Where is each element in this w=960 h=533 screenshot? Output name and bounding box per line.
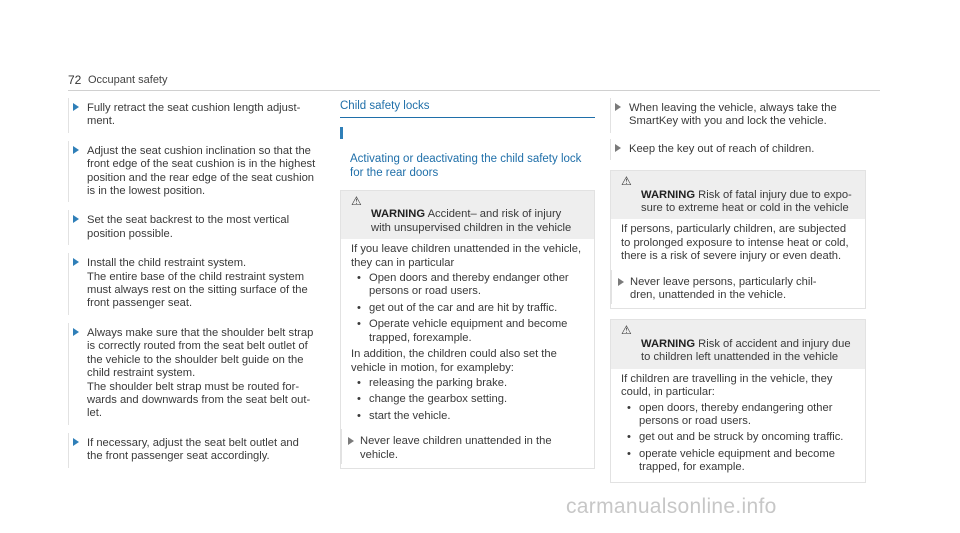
warning-header: ⚠ WARNING Accident– and risk of injury with unsupervised children in the vehicle <box>341 191 594 239</box>
instruction-step: Always make sure that the shoulder belt strap is correctly routed from the seat belt outlet of the vehicle to the shoulder belt guide on the child restraint system. The shoulder belt strap must be routed for- wards and downwards from the seat belt out- let. <box>68 323 325 425</box>
instruction-step: Fully retract the seat cushion length adjust- ment. <box>68 98 325 133</box>
column-middle <box>340 98 595 469</box>
instruction-step: Never leave persons, particularly chil- dren, unattended in the vehicle. <box>611 270 857 305</box>
list-item: • Open doors and thereby endanger other persons or road users. <box>351 272 586 299</box>
step-arrow-icon <box>73 328 79 336</box>
step-arrow-icon <box>73 215 79 223</box>
warning-box <box>340 190 595 469</box>
step-arrow-icon <box>615 103 621 111</box>
bullet-list <box>351 377 586 423</box>
warning-body: If children are travelling in the vehicle, they could, in particular: • open doors, thereby endangering other persons or road users. • get out and be struck by oncoming traffic. • operate vehicle equipment and become trapped, for example. <box>611 369 865 482</box>
instruction-step: Adjust the seat cushion inclination so that the front edge of the seat cushion is in the highest position and the rear edge of the seat cushion is in the lowest position. <box>68 141 325 203</box>
instruction-step: Install the child restraint system. The entire base of the child restraint system must always rest on the sitting surface of the front passenger seat. <box>68 253 325 315</box>
section-title: Child safety locks <box>340 100 595 118</box>
list-item: • operate vehicle equipment and become trapped, for example. <box>621 448 857 475</box>
section-name: Occupant safety <box>88 74 168 86</box>
column-left <box>68 98 325 476</box>
step-arrow-icon <box>615 144 621 152</box>
step-arrow-icon <box>73 258 79 266</box>
warning-triangle-icon: ⚠ <box>351 194 362 209</box>
list-item: • get out of the car and are hit by traffic. <box>351 302 586 315</box>
warning-box <box>610 319 866 482</box>
warning-triangle-icon: ⚠ <box>621 174 632 189</box>
bullet-list <box>351 272 586 345</box>
subsection-marker <box>340 127 343 139</box>
list-item: • open doors, thereby endangering other persons or road users. <box>621 402 857 429</box>
instruction-step: Set the seat backrest to the most vertical position possible. <box>68 210 325 245</box>
step-arrow-icon <box>348 437 354 445</box>
instruction-step: Never leave children unattended in the vehicle. <box>341 429 586 464</box>
warning-box <box>610 170 866 309</box>
warning-body: If persons, particularly children, are subjected to prolonged exposure to intense heat or cold, there is a risk of severe injury or even death. Never leave persons, particularly chil- dren, unattended in the vehicle. <box>611 219 865 308</box>
page-header <box>68 72 880 91</box>
list-item: • releasing the parking brake. <box>351 377 586 390</box>
list-item: • change the gearbox setting. <box>351 393 586 406</box>
bullet-list <box>621 402 857 475</box>
instruction-step: When leaving the vehicle, always take the SmartKey with you and lock the vehicle. <box>610 98 866 133</box>
list-item: • start the vehicle. <box>351 410 586 423</box>
subsection-title: Activating or deactivating the child safety lock for the rear doors <box>340 126 595 180</box>
warning-triangle-icon: ⚠ <box>621 323 632 338</box>
instruction-step: Keep the key out of reach of children. <box>610 139 866 160</box>
list-item: • Operate vehicle equipment and become trapped, forexample. <box>351 318 586 345</box>
step-arrow-icon <box>73 103 79 111</box>
page-number: 72 <box>68 73 82 87</box>
step-arrow-icon <box>618 278 624 286</box>
column-right <box>610 98 866 483</box>
step-arrow-icon <box>73 146 79 154</box>
warning-body: If you leave children unattended in the vehicle, they can in particular • Open doors and thereby endanger other persons or road users. • get out of the car and are hit by traffic. • Operate vehicle equipment and become trapped, forexample. In addition, the children could also set the vehicle in motion, for exampleby: • releasing the parking brake. • change the gearbox setting. • start the vehicle. Never leave children unattended in the vehicle. <box>341 239 594 468</box>
warning-header: ⚠ WARNING Risk of accident and injury due to children left unattended in the vehicle <box>611 320 865 368</box>
warning-header: ⚠ WARNING Risk of fatal injury due to expo- sure to extreme heat or cold in the vehicle <box>611 171 865 219</box>
list-item: • get out and be struck by oncoming traffic. <box>621 431 857 444</box>
step-arrow-icon <box>73 438 79 446</box>
watermark: carmanualsonline.info <box>566 495 777 518</box>
instruction-step: If necessary, adjust the seat belt outlet and the front passenger seat accordingly. <box>68 433 325 468</box>
